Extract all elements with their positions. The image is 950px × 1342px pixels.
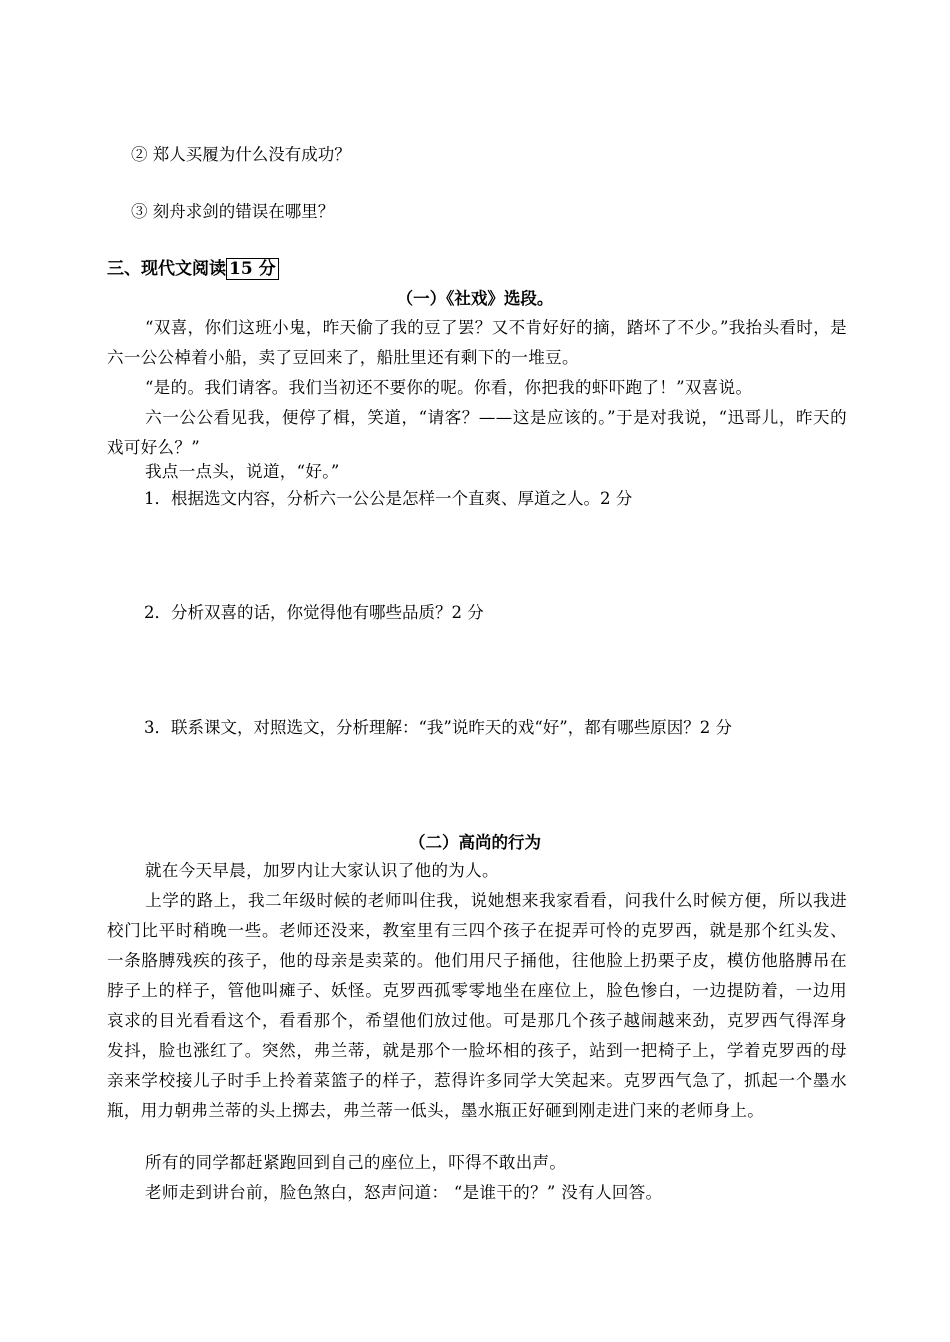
- part2-paragraph-3: [107, 1148, 847, 1178]
- part1-paragraph-3-text: 六一公公看见我，便停了楫，笑道，“请客？——这是应该的。”于是对我说，“迅哥儿，昨天的戏可好么？”: [107, 408, 847, 457]
- part2-paragraph-1-text: 就在今天早晨，加罗内让大家认识了他的为人。: [145, 861, 499, 880]
- part1-question-2: 2．分析双喜的话，你觉得他有哪些品质？2 分: [144, 603, 484, 622]
- part1-question-3: 3．联系课文，对照选文，分析理解：“我”说昨天的戏“好”，都有哪些原因？2 分: [144, 718, 732, 737]
- part2-paragraph-4: [107, 1178, 847, 1208]
- part1-paragraph-3: [107, 403, 847, 463]
- part2-paragraph-2-text: 上学的路上，我二年级时候的老师叫住我，说她想来我家看看，问我什么时候方便，所以我进校门比平时稍晚一些。老师还没来，教室里有三四个孩子在捉弄可怜的克罗西，就是那个红头发、一条胳膊残疾的孩子，他的母亲是卖菜的。他们用尺子捅他，往他脸上扔栗子皮，模仿他胳膊吊在脖子上的样子，管他叫瘫子、妖怪。克罗西孤零零地坐在座位上，脸色惨白，一边提防着，一边用哀求的目光看看这个，看看那个，希望他们放过他。可是那几个孩子越闹越来劲，克罗西气得浑身发抖，脸也涨红了。突然，弗兰蒂，就是那个一脸坏相的孩子，站到一把椅子上，学着克罗西的母亲来学校接儿子时手上拎着菜篮子的样子，惹得许多同学大笑起来。克罗西气急了，抓起一个墨水瓶，用力朝弗兰蒂的头上掷去，弗兰蒂一低头，墨水瓶正好砸到刚走进门来的老师身上。: [107, 891, 847, 1120]
- part2-title: （二）高尚的行为: [409, 833, 541, 852]
- part2-paragraph-4-text: 老师走到讲台前，脸色煞白，怒声问道： “是谁干的？” 没有人回答。: [145, 1183, 663, 1202]
- part1-paragraph-2-text: “是的。我们请客。我们当初还不要你的呢。你看，你把我的虾吓跑了！”双喜说。: [145, 378, 753, 397]
- part1-paragraph-1-text: “双喜，你们这班小鬼，昨天偷了我的豆了罢？又不肯好好的摘，踏坏了不少。”我抬头看时，是六一公公棹着小船，卖了豆回来了，船肚里还有剩下的一堆豆。: [107, 318, 847, 367]
- question-2-prev: ② 郑人买履为什么没有成功？: [131, 145, 351, 164]
- part1-question-1: 1．根据选文内容，分析六一公公是怎样一个直爽、厚道之人。2 分: [144, 489, 633, 508]
- part2-paragraph-2: [107, 886, 847, 1126]
- question-3-prev: ③ 刻舟求剑的错误在哪里？: [131, 202, 335, 221]
- score-box: 15 分: [226, 258, 279, 280]
- section-title-text: 三、现代文阅读: [107, 259, 226, 279]
- part1-paragraph-4-text: 我点一点头，说道，“好。”: [145, 462, 340, 481]
- part2-paragraph-1: [107, 856, 847, 886]
- section-title: [107, 258, 279, 280]
- part1-title: （一）《社戏》选段。: [396, 289, 554, 308]
- part1-paragraph-4: [107, 457, 847, 487]
- part1-paragraph-1: [107, 313, 847, 373]
- part1-paragraph-2: [107, 373, 847, 403]
- part2-paragraph-3-text: 所有的同学都赶紧跑回到自己的座位上，吓得不敢出声。: [145, 1153, 567, 1172]
